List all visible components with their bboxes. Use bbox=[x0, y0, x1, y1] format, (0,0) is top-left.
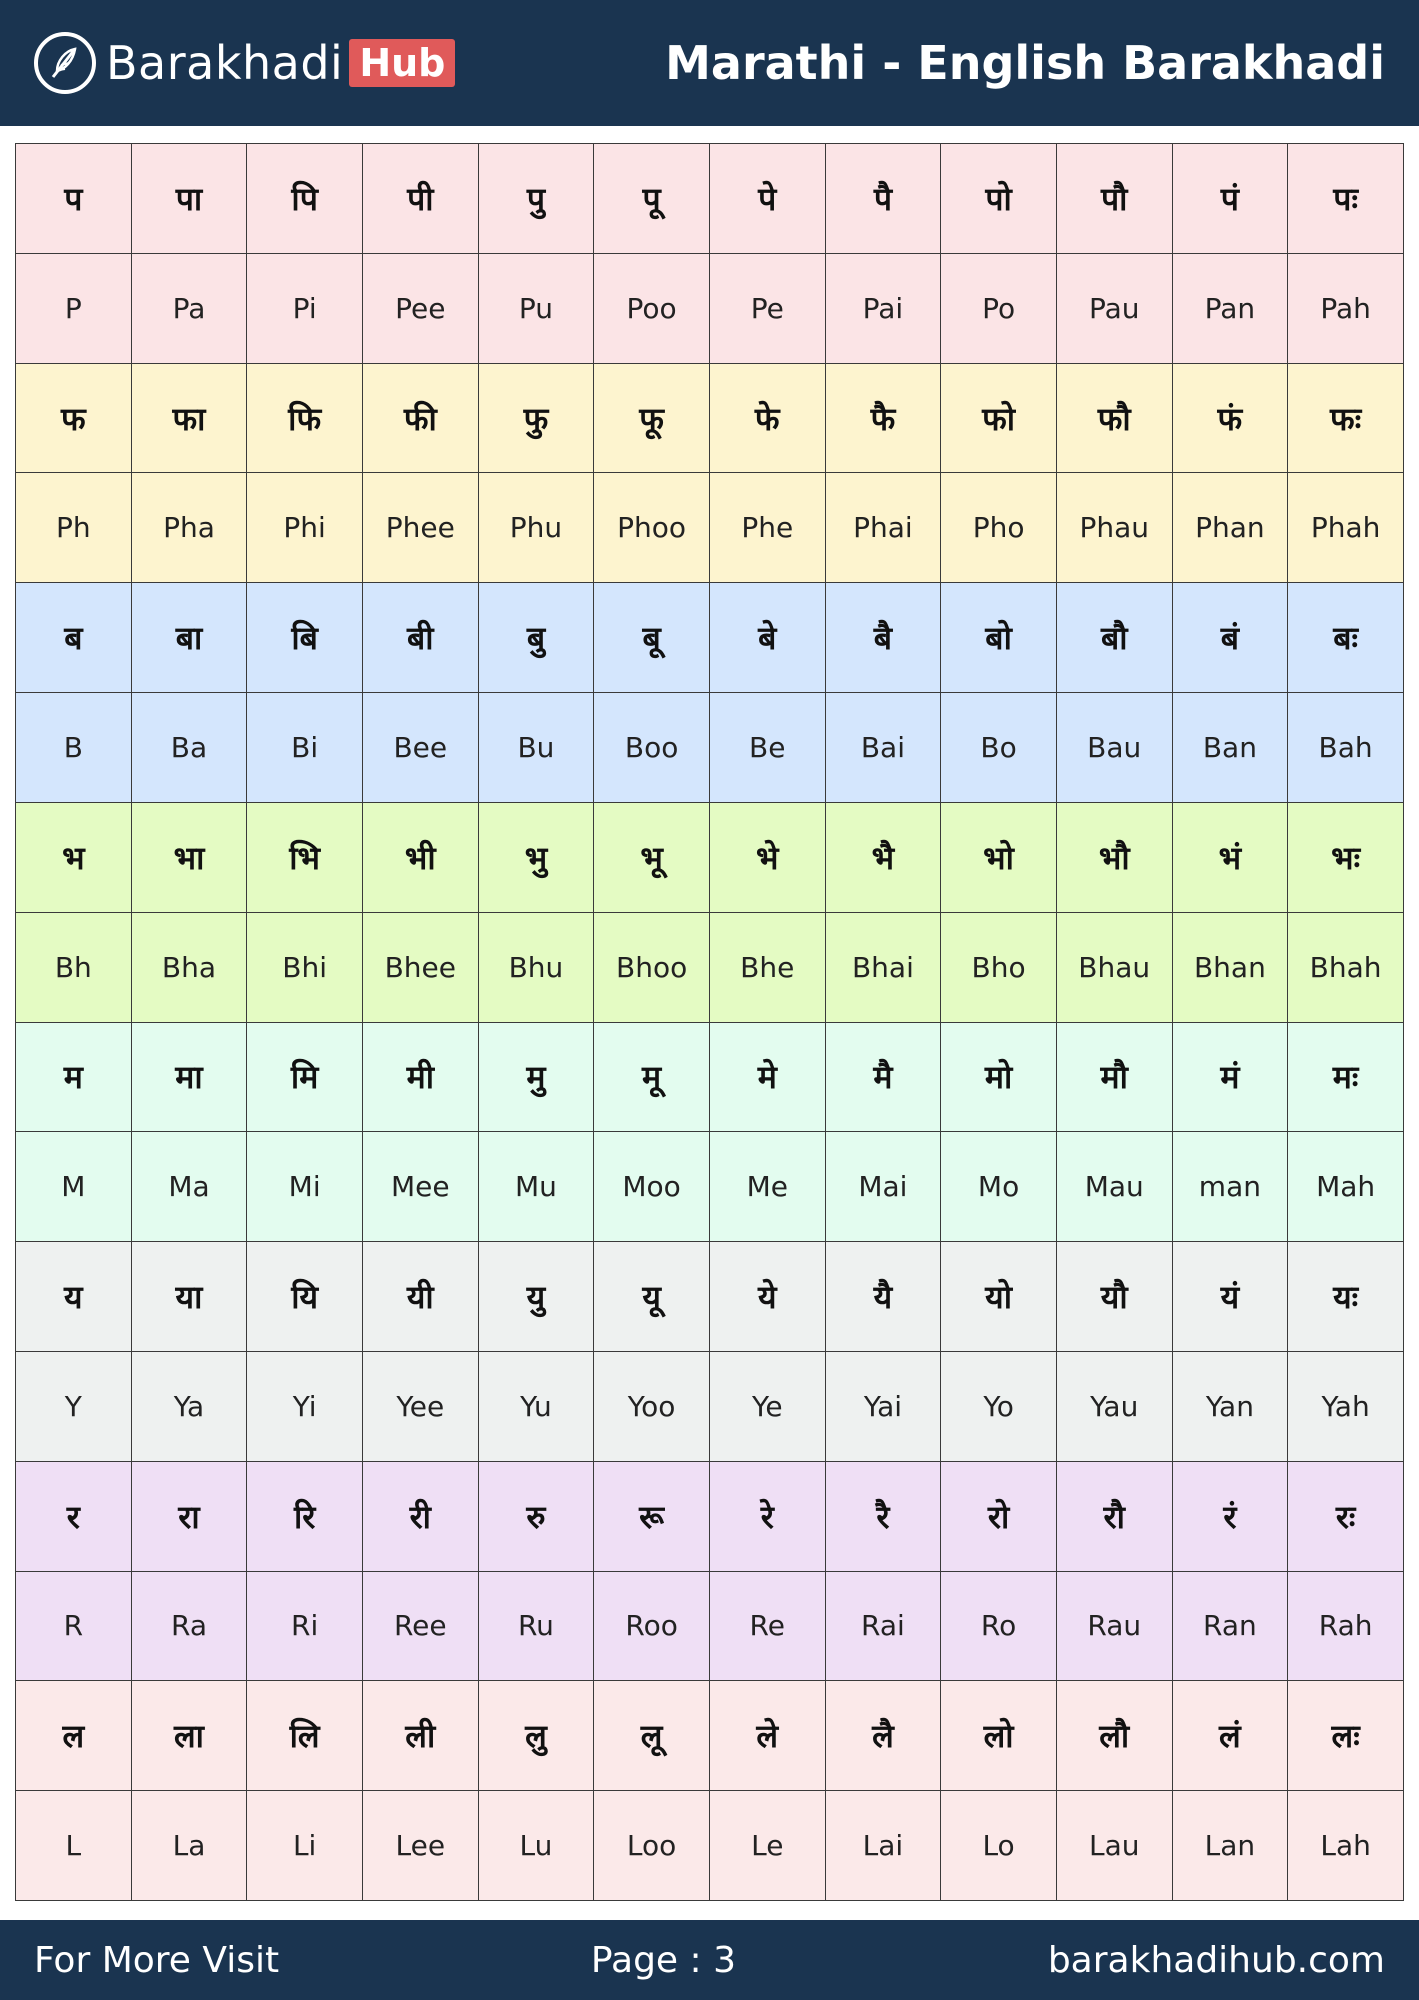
devanagari-cell: पे bbox=[709, 144, 825, 254]
transliteration-cell: Po bbox=[941, 253, 1057, 363]
devanagari-cell: भु bbox=[478, 802, 594, 912]
transliteration-cell: Ri bbox=[247, 1571, 363, 1681]
devanagari-cell: भै bbox=[825, 802, 941, 912]
devanagari-cell: बा bbox=[131, 583, 247, 693]
transliteration-cell: Phu bbox=[478, 473, 594, 583]
devanagari-cell: ली bbox=[362, 1681, 478, 1791]
devanagari-cell: भ bbox=[16, 802, 132, 912]
english-row bbox=[16, 253, 1404, 363]
transliteration-cell: Bhai bbox=[825, 912, 941, 1022]
transliteration-cell: Pai bbox=[825, 253, 941, 363]
devanagari-row bbox=[16, 802, 1404, 912]
transliteration-cell: Yi bbox=[247, 1351, 363, 1461]
devanagari-cell: फै bbox=[825, 363, 941, 473]
transliteration-cell: Yoo bbox=[594, 1351, 710, 1461]
transliteration-cell: Yee bbox=[362, 1351, 478, 1461]
transliteration-cell: Mah bbox=[1288, 1132, 1404, 1242]
transliteration-cell: Yo bbox=[941, 1351, 1057, 1461]
devanagari-cell: रः bbox=[1288, 1461, 1404, 1571]
devanagari-row bbox=[16, 1242, 1404, 1352]
brand-badge: Hub bbox=[349, 39, 455, 87]
transliteration-cell: Ro bbox=[941, 1571, 1057, 1681]
devanagari-cell: फा bbox=[131, 363, 247, 473]
transliteration-cell: Phoo bbox=[594, 473, 710, 583]
devanagari-cell: भौ bbox=[1056, 802, 1172, 912]
devanagari-cell: फ bbox=[16, 363, 132, 473]
devanagari-row bbox=[16, 1681, 1404, 1791]
transliteration-cell: Loo bbox=[594, 1791, 710, 1901]
transliteration-cell: Lo bbox=[941, 1791, 1057, 1901]
devanagari-cell: बः bbox=[1288, 583, 1404, 693]
devanagari-cell: फं bbox=[1172, 363, 1288, 473]
transliteration-cell: Bhu bbox=[478, 912, 594, 1022]
devanagari-cell: रं bbox=[1172, 1461, 1288, 1571]
english-row bbox=[16, 473, 1404, 583]
transliteration-cell: Pau bbox=[1056, 253, 1172, 363]
devanagari-cell: मि bbox=[247, 1022, 363, 1132]
transliteration-cell: Rai bbox=[825, 1571, 941, 1681]
transliteration-cell: Ye bbox=[709, 1351, 825, 1461]
transliteration-cell: Yai bbox=[825, 1351, 941, 1461]
devanagari-row bbox=[16, 144, 1404, 254]
devanagari-cell: र bbox=[16, 1461, 132, 1571]
devanagari-cell: ला bbox=[131, 1681, 247, 1791]
devanagari-cell: लू bbox=[594, 1681, 710, 1791]
devanagari-cell: भे bbox=[709, 802, 825, 912]
barakhadi-table bbox=[15, 143, 1404, 1901]
devanagari-cell: भः bbox=[1288, 802, 1404, 912]
devanagari-cell: फो bbox=[941, 363, 1057, 473]
devanagari-cell: लो bbox=[941, 1681, 1057, 1791]
english-row bbox=[16, 1132, 1404, 1242]
devanagari-cell: मा bbox=[131, 1022, 247, 1132]
devanagari-cell: लं bbox=[1172, 1681, 1288, 1791]
devanagari-cell: ब bbox=[16, 583, 132, 693]
transliteration-cell: Pu bbox=[478, 253, 594, 363]
transliteration-cell: Rau bbox=[1056, 1571, 1172, 1681]
transliteration-cell: Phan bbox=[1172, 473, 1288, 583]
transliteration-cell: Bah bbox=[1288, 693, 1404, 803]
transliteration-cell: Ph bbox=[16, 473, 132, 583]
transliteration-cell: Pe bbox=[709, 253, 825, 363]
devanagari-cell: मं bbox=[1172, 1022, 1288, 1132]
devanagari-cell: पं bbox=[1172, 144, 1288, 254]
transliteration-cell: Mo bbox=[941, 1132, 1057, 1242]
transliteration-cell: Be bbox=[709, 693, 825, 803]
transliteration-cell: La bbox=[131, 1791, 247, 1901]
transliteration-cell: Lan bbox=[1172, 1791, 1288, 1901]
devanagari-cell: बे bbox=[709, 583, 825, 693]
transliteration-cell: Bee bbox=[362, 693, 478, 803]
page-footer bbox=[0, 1920, 1419, 2000]
brand-name: Barakhadi bbox=[106, 36, 344, 90]
devanagari-cell: मु bbox=[478, 1022, 594, 1132]
devanagari-cell: लः bbox=[1288, 1681, 1404, 1791]
devanagari-cell: भू bbox=[594, 802, 710, 912]
english-row bbox=[16, 693, 1404, 803]
devanagari-cell: ये bbox=[709, 1242, 825, 1352]
devanagari-row bbox=[16, 583, 1404, 693]
devanagari-cell: लौ bbox=[1056, 1681, 1172, 1791]
transliteration-cell: Bau bbox=[1056, 693, 1172, 803]
devanagari-cell: पौ bbox=[1056, 144, 1172, 254]
devanagari-cell: पा bbox=[131, 144, 247, 254]
transliteration-cell: Ya bbox=[131, 1351, 247, 1461]
transliteration-cell: Ra bbox=[131, 1571, 247, 1681]
devanagari-cell: मी bbox=[362, 1022, 478, 1132]
devanagari-cell: ले bbox=[709, 1681, 825, 1791]
transliteration-cell: Bhi bbox=[247, 912, 363, 1022]
transliteration-cell: Moo bbox=[594, 1132, 710, 1242]
devanagari-cell: ल bbox=[16, 1681, 132, 1791]
transliteration-cell: Bi bbox=[247, 693, 363, 803]
devanagari-cell: प bbox=[16, 144, 132, 254]
devanagari-cell: रू bbox=[594, 1461, 710, 1571]
transliteration-cell: L bbox=[16, 1791, 132, 1901]
transliteration-cell: Bu bbox=[478, 693, 594, 803]
transliteration-cell: Yah bbox=[1288, 1351, 1404, 1461]
transliteration-cell: Lau bbox=[1056, 1791, 1172, 1901]
devanagari-cell: रौ bbox=[1056, 1461, 1172, 1571]
english-row bbox=[16, 1791, 1404, 1901]
transliteration-cell: Bho bbox=[941, 912, 1057, 1022]
devanagari-cell: मू bbox=[594, 1022, 710, 1132]
devanagari-cell: यु bbox=[478, 1242, 594, 1352]
devanagari-cell: फू bbox=[594, 363, 710, 473]
devanagari-cell: पै bbox=[825, 144, 941, 254]
english-row bbox=[16, 912, 1404, 1022]
transliteration-cell: Bhee bbox=[362, 912, 478, 1022]
transliteration-cell: Phai bbox=[825, 473, 941, 583]
transliteration-cell: Ru bbox=[478, 1571, 594, 1681]
devanagari-cell: यी bbox=[362, 1242, 478, 1352]
transliteration-cell: Ree bbox=[362, 1571, 478, 1681]
transliteration-cell: Bhan bbox=[1172, 912, 1288, 1022]
transliteration-cell: Ma bbox=[131, 1132, 247, 1242]
transliteration-cell: Phee bbox=[362, 473, 478, 583]
transliteration-cell: Lee bbox=[362, 1791, 478, 1901]
devanagari-cell: पू bbox=[594, 144, 710, 254]
devanagari-cell: मे bbox=[709, 1022, 825, 1132]
devanagari-cell: रो bbox=[941, 1461, 1057, 1571]
devanagari-cell: या bbox=[131, 1242, 247, 1352]
footer-visit-label: For More Visit bbox=[34, 1939, 280, 1981]
transliteration-cell: Lu bbox=[478, 1791, 594, 1901]
transliteration-cell: P bbox=[16, 253, 132, 363]
page-title: Marathi - English Barakhadi bbox=[665, 36, 1385, 90]
transliteration-cell: M bbox=[16, 1132, 132, 1242]
english-row bbox=[16, 1571, 1404, 1681]
devanagari-cell: री bbox=[362, 1461, 478, 1571]
devanagari-cell: बी bbox=[362, 583, 478, 693]
devanagari-row bbox=[16, 363, 1404, 473]
transliteration-cell: R bbox=[16, 1571, 132, 1681]
transliteration-cell: Bhau bbox=[1056, 912, 1172, 1022]
devanagari-cell: यौ bbox=[1056, 1242, 1172, 1352]
devanagari-cell: रु bbox=[478, 1461, 594, 1571]
transliteration-cell: Mee bbox=[362, 1132, 478, 1242]
transliteration-cell: Bha bbox=[131, 912, 247, 1022]
transliteration-cell: Le bbox=[709, 1791, 825, 1901]
devanagari-cell: पो bbox=[941, 144, 1057, 254]
transliteration-cell: Ban bbox=[1172, 693, 1288, 803]
transliteration-cell: Pi bbox=[247, 253, 363, 363]
transliteration-cell: Lai bbox=[825, 1791, 941, 1901]
transliteration-cell: Poo bbox=[594, 253, 710, 363]
devanagari-cell: मो bbox=[941, 1022, 1057, 1132]
transliteration-cell: B bbox=[16, 693, 132, 803]
transliteration-cell: Me bbox=[709, 1132, 825, 1242]
page-number: Page : 3 bbox=[590, 1939, 736, 1981]
devanagari-cell: फौ bbox=[1056, 363, 1172, 473]
devanagari-row bbox=[16, 1461, 1404, 1571]
devanagari-cell: लै bbox=[825, 1681, 941, 1791]
devanagari-cell: यू bbox=[594, 1242, 710, 1352]
devanagari-cell: यै bbox=[825, 1242, 941, 1352]
transliteration-cell: Bh bbox=[16, 912, 132, 1022]
devanagari-cell: फि bbox=[247, 363, 363, 473]
devanagari-cell: म bbox=[16, 1022, 132, 1132]
devanagari-cell: लु bbox=[478, 1681, 594, 1791]
transliteration-cell: Pha bbox=[131, 473, 247, 583]
devanagari-cell: बि bbox=[247, 583, 363, 693]
devanagari-cell: बु bbox=[478, 583, 594, 693]
transliteration-cell: Pan bbox=[1172, 253, 1288, 363]
transliteration-cell: Mai bbox=[825, 1132, 941, 1242]
transliteration-cell: Mu bbox=[478, 1132, 594, 1242]
transliteration-cell: Bhe bbox=[709, 912, 825, 1022]
transliteration-cell: Phi bbox=[247, 473, 363, 583]
brand-logo[interactable] bbox=[34, 32, 455, 94]
devanagari-cell: बो bbox=[941, 583, 1057, 693]
transliteration-cell: Mau bbox=[1056, 1132, 1172, 1242]
devanagari-cell: भो bbox=[941, 802, 1057, 912]
devanagari-row bbox=[16, 1022, 1404, 1132]
transliteration-cell: Pee bbox=[362, 253, 478, 363]
transliteration-cell: Yu bbox=[478, 1351, 594, 1461]
devanagari-cell: बू bbox=[594, 583, 710, 693]
devanagari-cell: लि bbox=[247, 1681, 363, 1791]
transliteration-cell: man bbox=[1172, 1132, 1288, 1242]
transliteration-cell: Bai bbox=[825, 693, 941, 803]
devanagari-cell: मौ bbox=[1056, 1022, 1172, 1132]
transliteration-cell: Ran bbox=[1172, 1571, 1288, 1681]
devanagari-cell: फी bbox=[362, 363, 478, 473]
transliteration-cell: Lah bbox=[1288, 1791, 1404, 1901]
footer-website-link[interactable]: barakhadihub.com bbox=[1047, 1939, 1385, 1981]
devanagari-cell: रि bbox=[247, 1461, 363, 1571]
devanagari-cell: मै bbox=[825, 1022, 941, 1132]
transliteration-cell: Boo bbox=[594, 693, 710, 803]
transliteration-cell: Phe bbox=[709, 473, 825, 583]
transliteration-cell: Y bbox=[16, 1351, 132, 1461]
transliteration-cell: Yau bbox=[1056, 1351, 1172, 1461]
devanagari-cell: रै bbox=[825, 1461, 941, 1571]
devanagari-cell: बं bbox=[1172, 583, 1288, 693]
devanagari-cell: पः bbox=[1288, 144, 1404, 254]
devanagari-cell: भी bbox=[362, 802, 478, 912]
transliteration-cell: Re bbox=[709, 1571, 825, 1681]
devanagari-cell: फः bbox=[1288, 363, 1404, 473]
transliteration-cell: Mi bbox=[247, 1132, 363, 1242]
devanagari-cell: बौ bbox=[1056, 583, 1172, 693]
devanagari-cell: यः bbox=[1288, 1242, 1404, 1352]
transliteration-cell: Phah bbox=[1288, 473, 1404, 583]
transliteration-cell: Pho bbox=[941, 473, 1057, 583]
devanagari-cell: यि bbox=[247, 1242, 363, 1352]
transliteration-cell: Pa bbox=[131, 253, 247, 363]
transliteration-cell: Ba bbox=[131, 693, 247, 803]
transliteration-cell: Rah bbox=[1288, 1571, 1404, 1681]
devanagari-cell: भं bbox=[1172, 802, 1288, 912]
devanagari-cell: फे bbox=[709, 363, 825, 473]
feather-icon bbox=[34, 32, 96, 94]
devanagari-cell: भा bbox=[131, 802, 247, 912]
transliteration-cell: Yan bbox=[1172, 1351, 1288, 1461]
transliteration-cell: Bo bbox=[941, 693, 1057, 803]
transliteration-cell: Bhoo bbox=[594, 912, 710, 1022]
devanagari-cell: यो bbox=[941, 1242, 1057, 1352]
devanagari-cell: मः bbox=[1288, 1022, 1404, 1132]
devanagari-cell: पी bbox=[362, 144, 478, 254]
transliteration-cell: Phau bbox=[1056, 473, 1172, 583]
devanagari-cell: फु bbox=[478, 363, 594, 473]
transliteration-cell: Pah bbox=[1288, 253, 1404, 363]
devanagari-cell: बै bbox=[825, 583, 941, 693]
page-header bbox=[0, 0, 1419, 126]
devanagari-cell: पि bbox=[247, 144, 363, 254]
devanagari-cell: रा bbox=[131, 1461, 247, 1571]
transliteration-cell: Bhah bbox=[1288, 912, 1404, 1022]
transliteration-cell: Roo bbox=[594, 1571, 710, 1681]
devanagari-cell: यं bbox=[1172, 1242, 1288, 1352]
english-row bbox=[16, 1351, 1404, 1461]
devanagari-cell: भि bbox=[247, 802, 363, 912]
devanagari-cell: य bbox=[16, 1242, 132, 1352]
devanagari-cell: पु bbox=[478, 144, 594, 254]
transliteration-cell: Li bbox=[247, 1791, 363, 1901]
devanagari-cell: रे bbox=[709, 1461, 825, 1571]
